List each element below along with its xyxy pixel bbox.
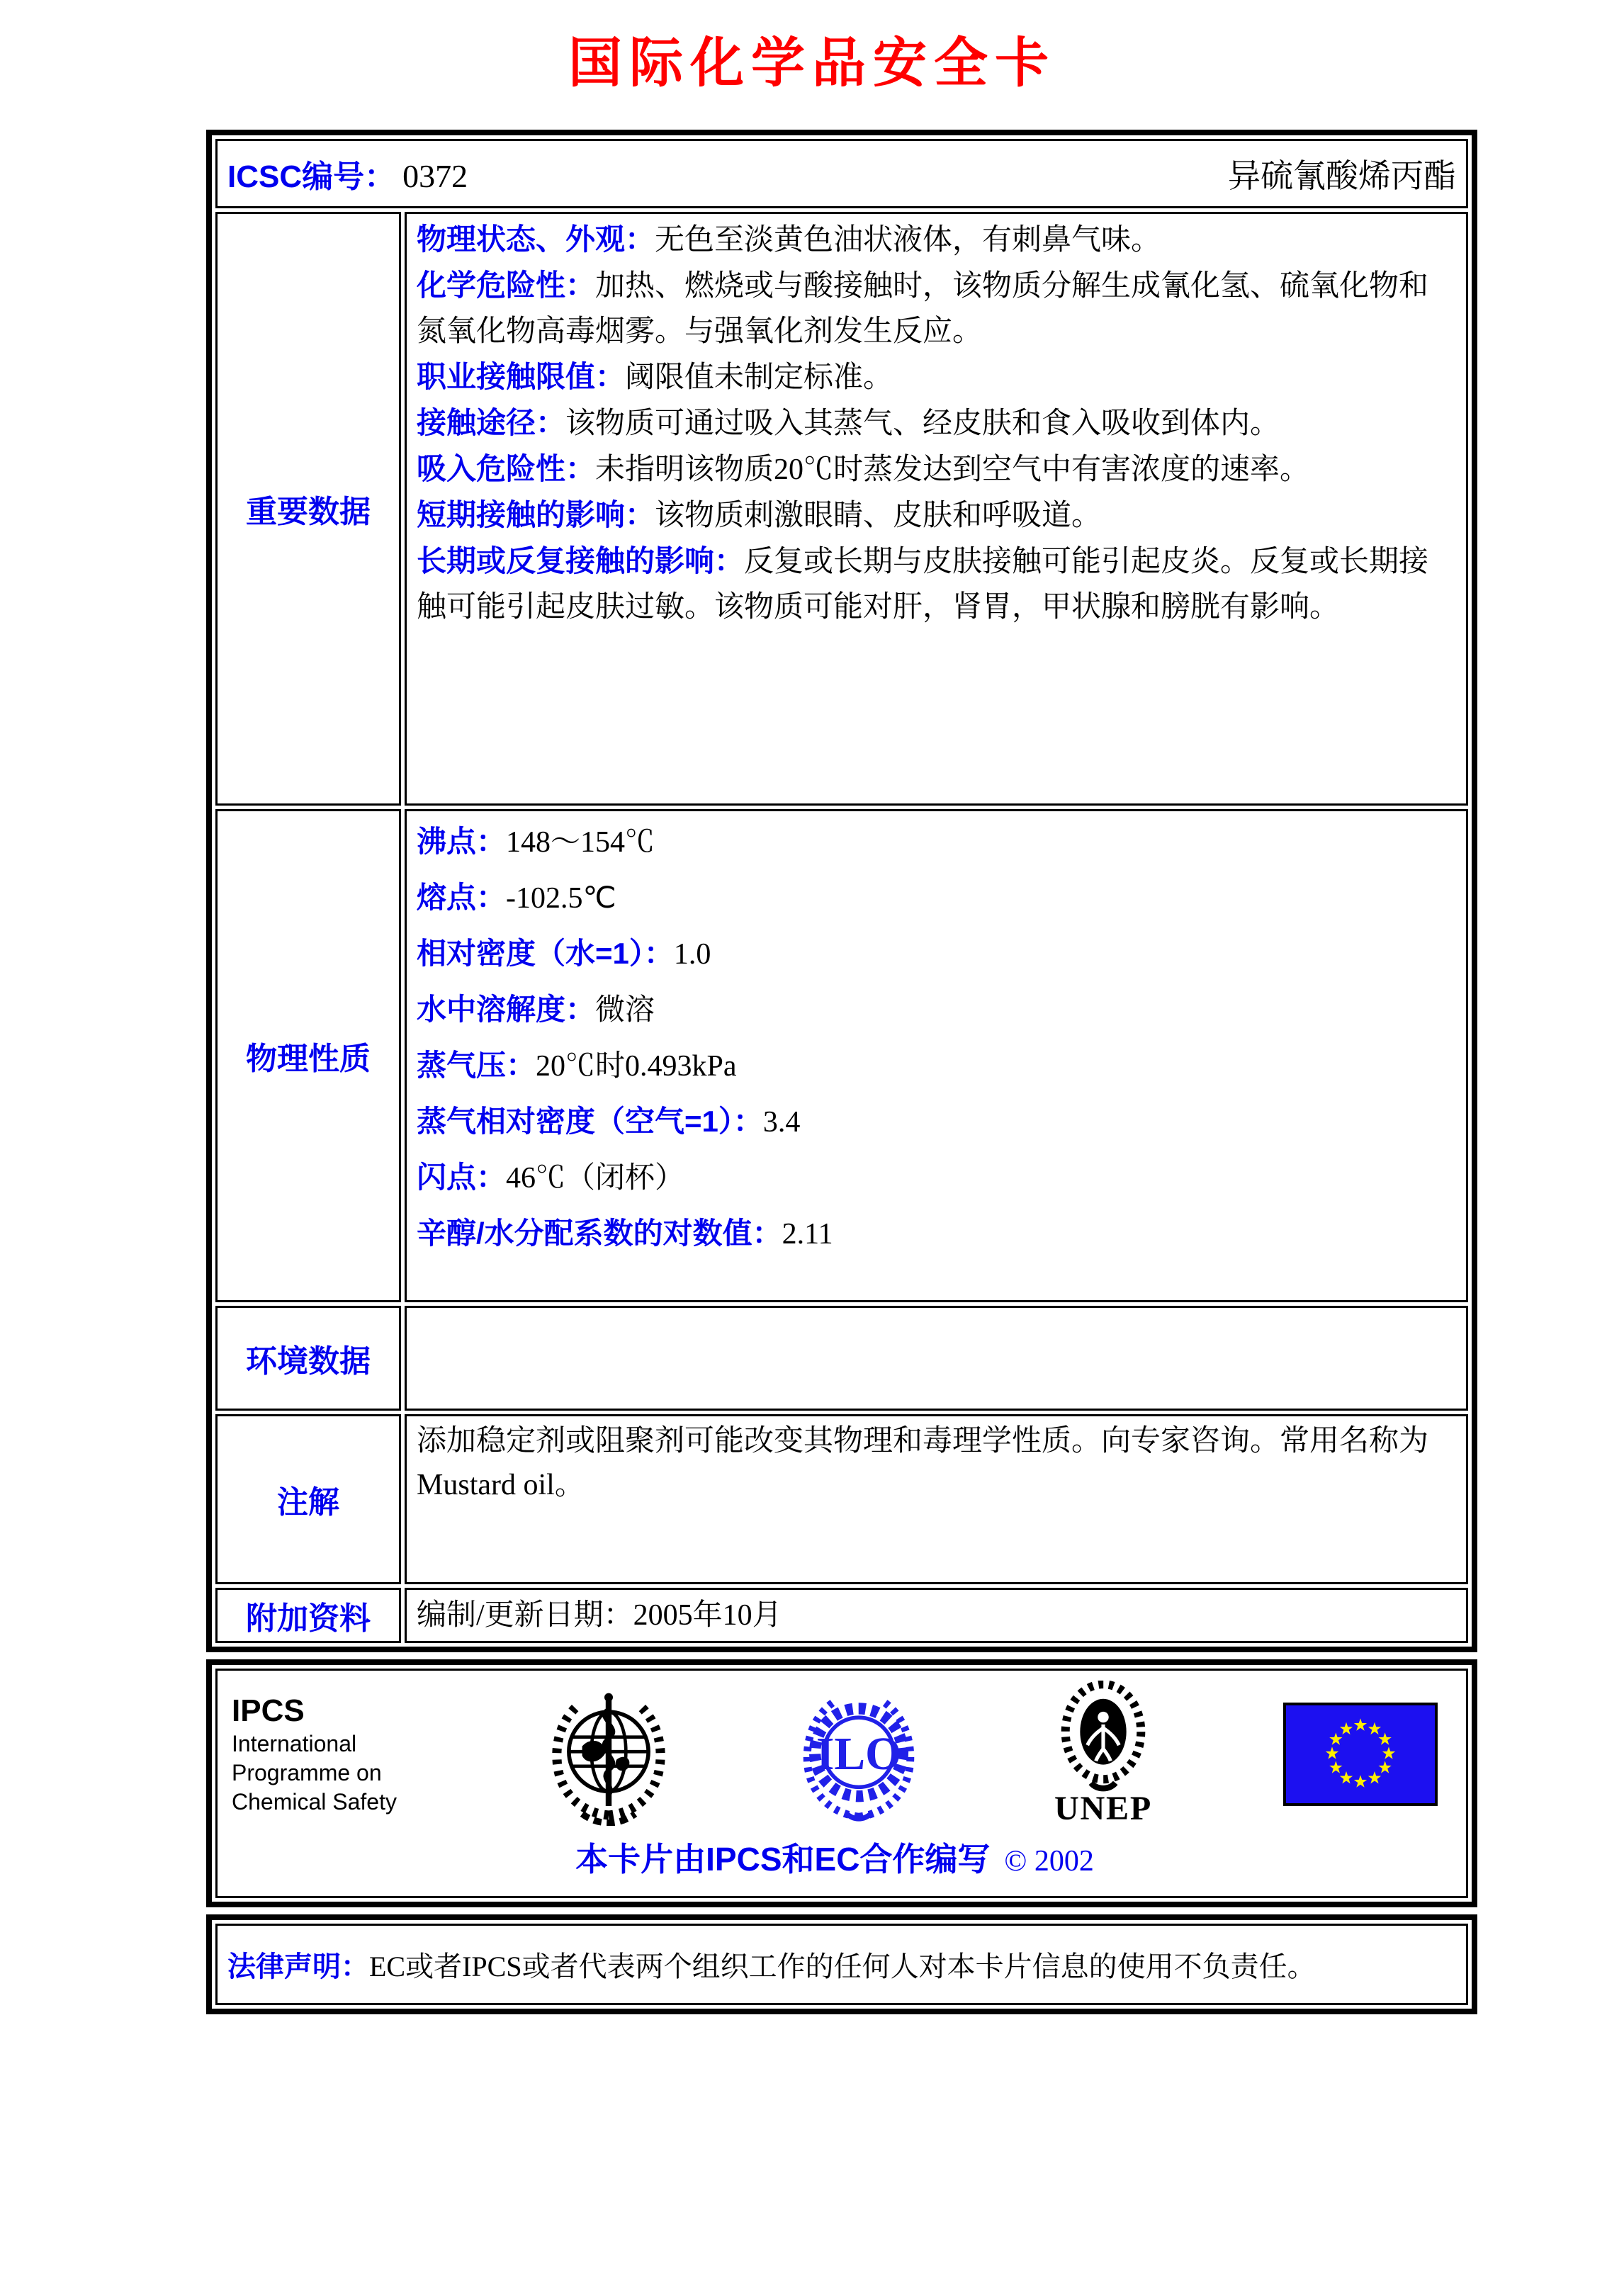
- item-label: 接触途径：: [417, 406, 566, 439]
- item-text: -102.5℃: [506, 882, 616, 915]
- item-label: 长期或反复接触的影响：: [417, 544, 745, 577]
- item-label: 物理状态、外观：: [417, 222, 655, 256]
- ilo-monogram: ILO: [816, 1728, 902, 1780]
- cooperation-caption: [232, 1834, 1438, 1880]
- item-label: 熔点：: [417, 881, 507, 914]
- chemical-name: 异硫氰酸烯丙酯: [1228, 158, 1456, 194]
- item-text: 46℃（闭杯）: [506, 1162, 685, 1195]
- eu-flag-icon: [1283, 1703, 1438, 1806]
- legal-box: [206, 1914, 1477, 2014]
- ipcs-line-3: Chemical Safety: [232, 1788, 397, 1815]
- icsc-number-label: ICSC编号：: [227, 159, 396, 194]
- item-label: 蒸气压：: [417, 1049, 536, 1082]
- section-item: [417, 400, 1456, 446]
- section-item: [417, 354, 1456, 400]
- logos-box: [206, 1659, 1477, 1907]
- icsc-number: [227, 151, 468, 196]
- item-text: 微溶: [595, 994, 655, 1027]
- section-content-physical: [405, 809, 1468, 1302]
- section-row-additional: [215, 1588, 1468, 1643]
- section-content-environment: [405, 1306, 1468, 1411]
- section-item: [417, 538, 1456, 630]
- section-label-important: 重要数据: [215, 212, 401, 806]
- section-item: [417, 1038, 1456, 1094]
- section-content-notes: [405, 1414, 1468, 1584]
- section-item: [417, 492, 1456, 538]
- section-item: [417, 1094, 1456, 1150]
- item-text: 未指明该物质20℃时蒸发达到空气中有害浓度的速率。: [595, 453, 1310, 486]
- item-label: 沸点：: [417, 825, 507, 858]
- section-item: [417, 926, 1456, 982]
- main-table: [206, 130, 1477, 1652]
- item-text: 2.11: [782, 1218, 833, 1251]
- card-container: [206, 130, 1477, 2014]
- header-cell: [215, 139, 1468, 208]
- item-text: 加热、燃烧或与酸接触时，该物质分解生成氰化氢、硫氧化物和氮氧化物高毒烟雾。与强氧化剂发生反应。: [417, 270, 1429, 348]
- ilo-logo-icon: [794, 1684, 923, 1824]
- ipcs-line-2: Programme on: [232, 1759, 382, 1785]
- cooperation-caption-text: 本卡片由IPCS和EC合作编写: [575, 1841, 991, 1878]
- section-item: [417, 1419, 1456, 1507]
- item-text: 3.4: [762, 1106, 801, 1139]
- item-text: 添加稳定剂或阻聚剂可能改变其物理和毒理学性质。向专家咨询。常用名称为Mustard oil。: [417, 1425, 1429, 1501]
- item-label: 短期接触的影响：: [417, 498, 655, 531]
- section-label-environment: 环境数据: [215, 1306, 401, 1411]
- section-content-additional: [405, 1588, 1468, 1643]
- logos-box-inner: [215, 1669, 1468, 1898]
- who-logo-icon: [542, 1683, 675, 1826]
- item-label: 蒸气相对密度（空气=1）：: [417, 1105, 763, 1138]
- item-label: 相对密度（水=1）：: [417, 937, 674, 970]
- ipcs-text-block: [232, 1693, 423, 1817]
- header-row: [215, 139, 1468, 208]
- item-label: 化学危险性：: [417, 269, 596, 302]
- section-item: [417, 814, 1456, 870]
- icsc-card-page: [0, 20, 1624, 2014]
- ipcs-acronym: IPCS: [232, 1693, 305, 1728]
- item-text: 反复或长期与皮肤接触可能引起皮炎。反复或长期接触可能引起皮肤过敏。该物质可能对肝，肾胃，甲状腺和膀胱有影响。: [417, 546, 1429, 623]
- item-text: 1.0: [673, 938, 711, 971]
- item-text: 20℃时0.493kPa: [536, 1050, 737, 1083]
- legal-label: 法律声明：: [227, 1951, 369, 1982]
- legal-box-inner: [215, 1924, 1468, 2005]
- item-text: 该物质可通过吸入其蒸气、经皮肤和食入吸收到体内。: [565, 407, 1280, 440]
- unep-logo-icon: [1042, 1681, 1164, 1828]
- section-item: [417, 217, 1456, 263]
- legal-text: EC或者IPCS或者代表两个组织工作的任何人对本卡片信息的使用不负责任。: [369, 1951, 1316, 1982]
- item-label: 吸入危险性：: [417, 452, 596, 485]
- section-row-notes: [215, 1414, 1468, 1584]
- ipcs-line-1: International: [232, 1730, 357, 1756]
- header-inner: [227, 144, 1456, 203]
- item-label: 辛醇/水分配系数的对数值：: [417, 1217, 782, 1250]
- section-item: [417, 870, 1456, 926]
- section-item: [417, 1150, 1456, 1206]
- item-text: 阈限值未制定标准。: [625, 361, 893, 394]
- section-content-important: [405, 212, 1468, 806]
- section-label-physical: 物理性质: [215, 809, 401, 1302]
- section-item: [417, 982, 1456, 1038]
- item-text: 148～154℃: [506, 826, 655, 859]
- section-label-additional: 附加资料: [215, 1588, 401, 1643]
- section-item: [417, 1206, 1456, 1262]
- section-item: [417, 263, 1456, 354]
- item-label: 职业接触限值：: [417, 360, 626, 393]
- item-text: 无色至淡黄色油状液体，有刺鼻气味。: [655, 224, 1161, 256]
- item-text: 该物质刺激眼睛、皮肤和呼吸道。: [655, 500, 1102, 532]
- section-row-physical: [215, 809, 1468, 1302]
- section-label-notes: 注解: [215, 1414, 401, 1584]
- item-label: 水中溶解度：: [417, 993, 596, 1026]
- item-label: 闪点：: [417, 1161, 507, 1194]
- section-row-environment: [215, 1306, 1468, 1411]
- unep-wordmark: UNEP: [1054, 1789, 1152, 1827]
- copyright-text: © 2002: [1004, 1845, 1094, 1878]
- logos-row: [232, 1681, 1438, 1828]
- section-row-important: [215, 212, 1468, 806]
- section-item: [417, 446, 1456, 492]
- page-title: 国际化学品安全卡: [568, 34, 1056, 94]
- item-text: 编制/更新日期：2005年10月: [417, 1599, 782, 1632]
- icsc-number-value: 0372: [402, 158, 468, 194]
- section-item: [417, 1593, 1456, 1637]
